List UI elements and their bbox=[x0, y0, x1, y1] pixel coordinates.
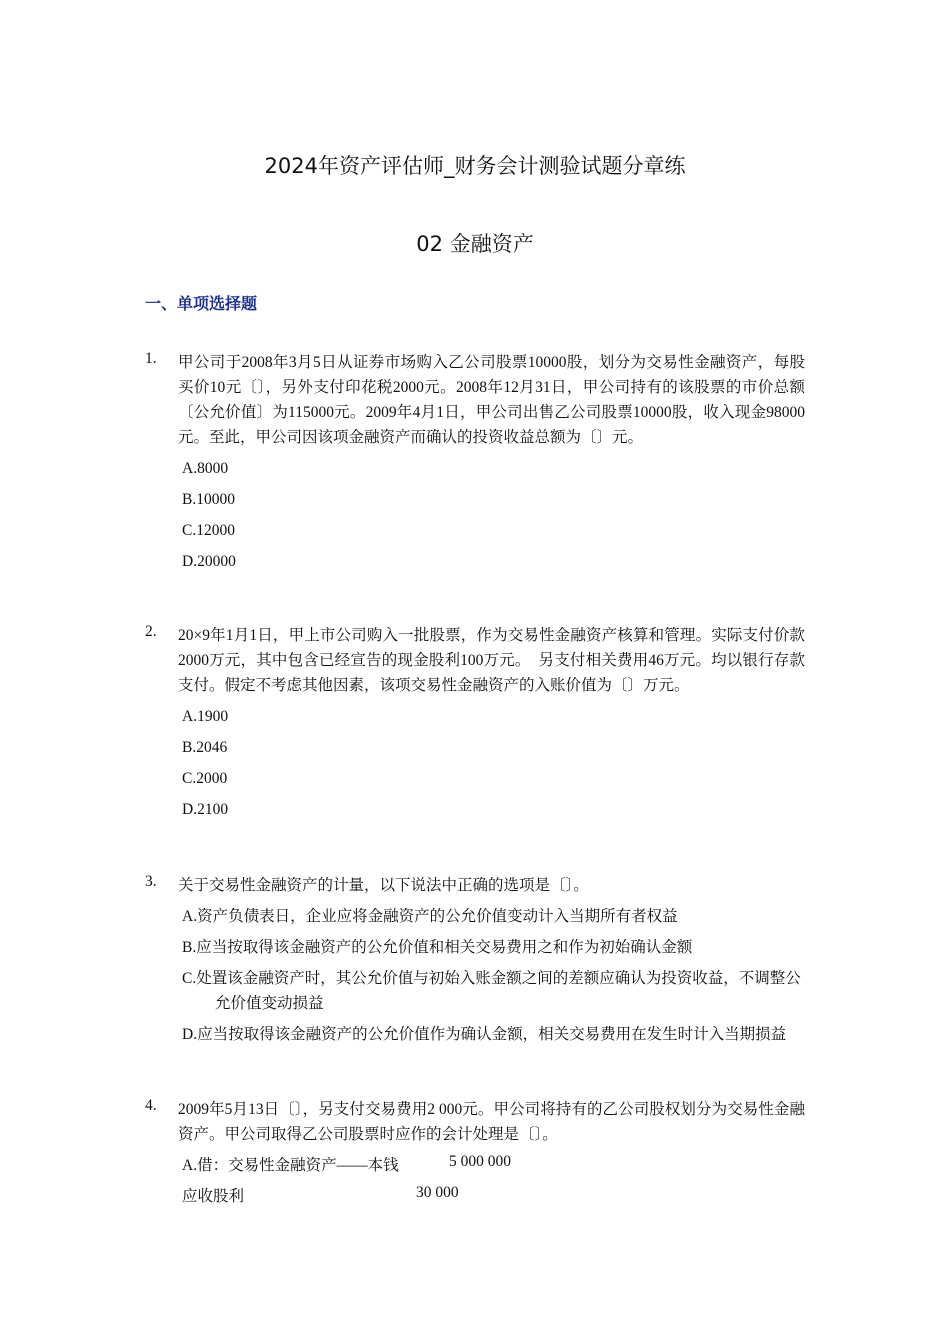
question-1 bbox=[145, 350, 805, 574]
entry-amount: 30 000 bbox=[416, 1184, 459, 1201]
question-text: 关于交易性金融资产的计量，以下说法中正确的选项是〔〕。 bbox=[178, 877, 589, 894]
question-2 bbox=[145, 623, 805, 822]
journal-entry-row bbox=[145, 1184, 805, 1209]
option-c: C.处置该金融资产时，其公允价值与初始入账金额之间的差额应确认为投资收益，不调整公允价值变动损益 bbox=[182, 970, 801, 1012]
question-4 bbox=[145, 1097, 805, 1209]
option-b: B.10000 bbox=[182, 491, 235, 508]
section-heading: 一、单项选择题 bbox=[145, 294, 258, 313]
journal-entry-row bbox=[145, 1153, 805, 1178]
chapter-title: 02 金融资产 bbox=[416, 232, 534, 256]
question-number: 2. bbox=[145, 623, 157, 640]
option-b: B.2046 bbox=[182, 739, 228, 756]
question-text: 甲公司于2008年3月5日从证券市场购入乙公司股票10000股，划分为交易性金融资产，每股买价10元〔〕，另外支付印花税2000元。2008年12月31日，甲公司持有的该股票的市价总额〔公允价值〕为115000元。2009年4月1日，甲公司出售乙公司股票10000股，收入现金98000元。至此，甲公司因该项金融资产而确认的投资收益总额为〔〕元。 bbox=[178, 354, 805, 446]
question-number: 4. bbox=[145, 1097, 157, 1114]
option-d: D.2100 bbox=[182, 801, 229, 818]
entry-amount: 5 000 000 bbox=[449, 1153, 511, 1170]
question-text: 2009年5月13日〔〕，另支付交易费用2 000元。甲公司将持有的乙公司股权划分为交易性金融资产。甲公司取得乙公司股票时应作的会计处理是〔〕。 bbox=[178, 1101, 805, 1143]
option-a: A.8000 bbox=[182, 460, 229, 477]
question-3 bbox=[145, 873, 805, 1047]
document-title: 2024年资产评估师_财务会计测验试题分章练 bbox=[264, 154, 686, 178]
question-number: 1. bbox=[145, 350, 157, 367]
option-a: A.资产负债表日，企业应将金融资产的公允价值变动计入当期所有者权益 bbox=[182, 908, 678, 925]
option-d: D.应当按取得该金融资产的公允价值作为确认金额，相关交易费用在发生时计入当期损益 bbox=[182, 1026, 787, 1043]
entry-account: 应收股利 bbox=[182, 1188, 245, 1205]
option-d: D.20000 bbox=[182, 553, 236, 570]
option-c: C.2000 bbox=[182, 770, 228, 787]
option-c: C.12000 bbox=[182, 522, 235, 539]
question-text: 20×9年1月1日，甲上市公司购入一批股票，作为交易性金融资产核算和管理。实际支付价款2000万元，其中包含已经宣告的现金股利100万元。 另支付相关费用46万元。均以银行存款支付。假定不考虑其他因素，该项交易性金融资产的入账价值为〔〕万元。 bbox=[178, 627, 805, 694]
option-a: A.1900 bbox=[182, 708, 229, 725]
question-number: 3. bbox=[145, 873, 157, 890]
option-b: B.应当按取得该金融资产的公允价值和相关交易费用之和作为初始确认金额 bbox=[182, 939, 693, 956]
entry-account: A.借：交易性金融资产——本钱 bbox=[182, 1157, 399, 1174]
